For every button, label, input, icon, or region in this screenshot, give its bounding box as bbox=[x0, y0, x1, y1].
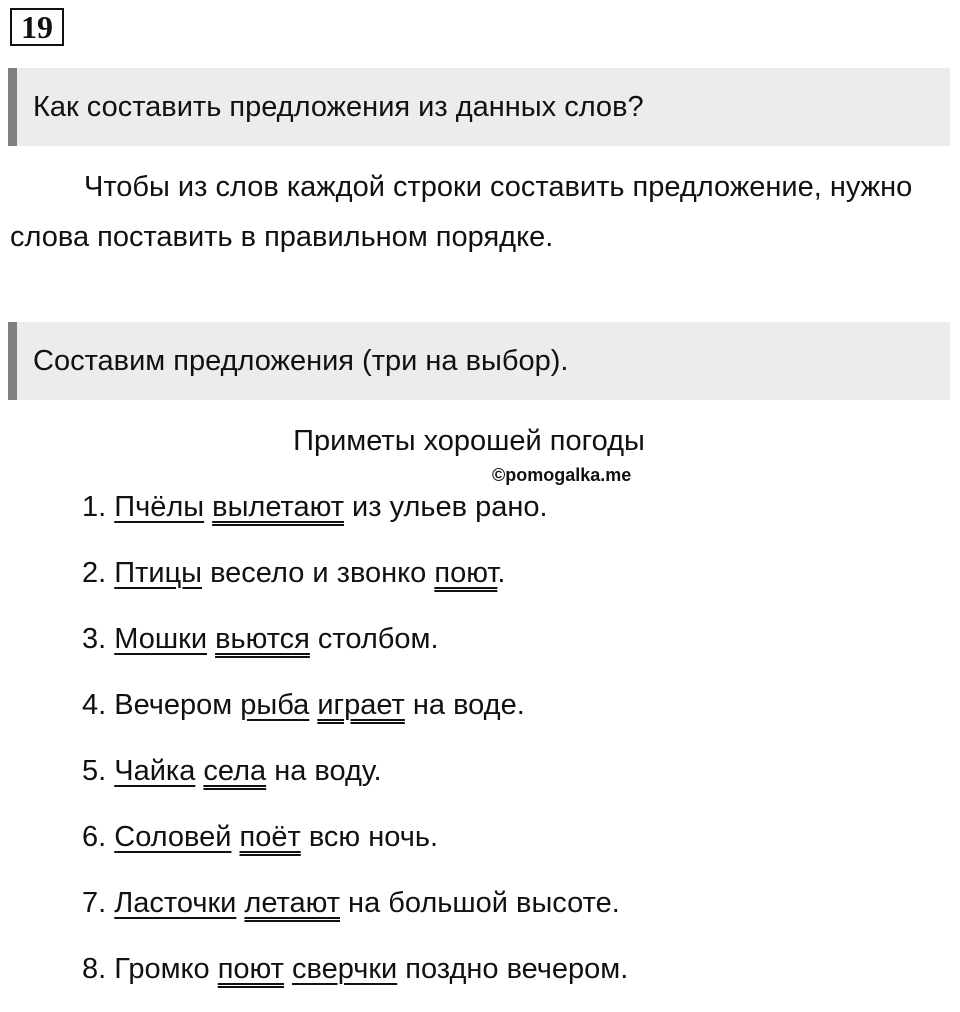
sentence-number: 1. bbox=[82, 491, 115, 523]
sentence-text: Громко bbox=[114, 953, 218, 985]
sentence-text: столбом. bbox=[309, 623, 439, 655]
explanation-paragraph bbox=[10, 162, 940, 262]
sentence-list bbox=[82, 484, 942, 1012]
subject-word: Чайка bbox=[114, 755, 196, 787]
sentence-item bbox=[82, 484, 942, 550]
question-banner-2: Составим предложения (три на выбор). bbox=[8, 322, 950, 400]
subject-word: Ласточки bbox=[114, 887, 237, 919]
subject-word: сверчки bbox=[292, 953, 398, 985]
sentence-item bbox=[82, 550, 942, 616]
sentence-text: поздно вечером. bbox=[397, 953, 629, 985]
subject-word: рыба bbox=[240, 689, 310, 721]
sentence-item bbox=[82, 814, 942, 880]
predicate-word: летают bbox=[244, 887, 340, 919]
list-title: Приметы хорошей погоды bbox=[293, 425, 645, 457]
watermark-text: ©pomogalka.me bbox=[492, 465, 632, 485]
sentence-text bbox=[207, 623, 215, 655]
sentence-number: 3. bbox=[82, 623, 115, 655]
sentence-number: 6. bbox=[82, 821, 115, 853]
explanation-text: Чтобы из слов каждой строки составить предложение, нужно слова поставить в правильном порядке. bbox=[10, 171, 913, 253]
sentence-text: на воде. bbox=[404, 689, 525, 721]
predicate-word: поёт bbox=[239, 821, 301, 853]
sentence-text bbox=[204, 491, 212, 523]
sentence-text: весело и звонко bbox=[202, 557, 435, 589]
sentence-item bbox=[82, 616, 942, 682]
sentence-text: на воду. bbox=[266, 755, 382, 787]
sentence-text: на большой высоте. bbox=[340, 887, 620, 919]
sentence-text bbox=[284, 953, 292, 985]
sentence-number: 8. bbox=[82, 953, 115, 985]
subject-word: Соловей bbox=[114, 821, 232, 853]
sentence-item bbox=[82, 880, 942, 946]
task-number-badge: 19 bbox=[10, 8, 64, 46]
subject-word: Птицы bbox=[114, 557, 203, 589]
question-banner-1: Как составить предложения из данных слов? bbox=[8, 68, 950, 146]
sentence-number: 5. bbox=[82, 755, 115, 787]
sentence-number: 4. bbox=[82, 689, 115, 721]
predicate-word: играет bbox=[317, 689, 405, 721]
sentence-text: Вечером bbox=[114, 689, 241, 721]
sentence-text: из ульев рано. bbox=[344, 491, 548, 523]
sentence-text: . bbox=[497, 557, 506, 589]
predicate-word: поют bbox=[434, 557, 498, 589]
sentence-item bbox=[82, 946, 942, 1012]
predicate-word: поют bbox=[217, 953, 284, 985]
predicate-word: села bbox=[203, 755, 267, 787]
subject-word: Пчёлы bbox=[114, 491, 205, 523]
subject-word: Мошки bbox=[114, 623, 208, 655]
sentence-text: всю ночь. bbox=[300, 821, 439, 853]
sentence-text bbox=[231, 821, 239, 853]
sentence-item bbox=[82, 748, 942, 814]
sentence-number: 2. bbox=[82, 557, 115, 589]
predicate-word: вылетают bbox=[212, 491, 344, 523]
predicate-word: вьются bbox=[215, 623, 310, 655]
sentence-item bbox=[82, 682, 942, 748]
sentence-number: 7. bbox=[82, 887, 115, 919]
